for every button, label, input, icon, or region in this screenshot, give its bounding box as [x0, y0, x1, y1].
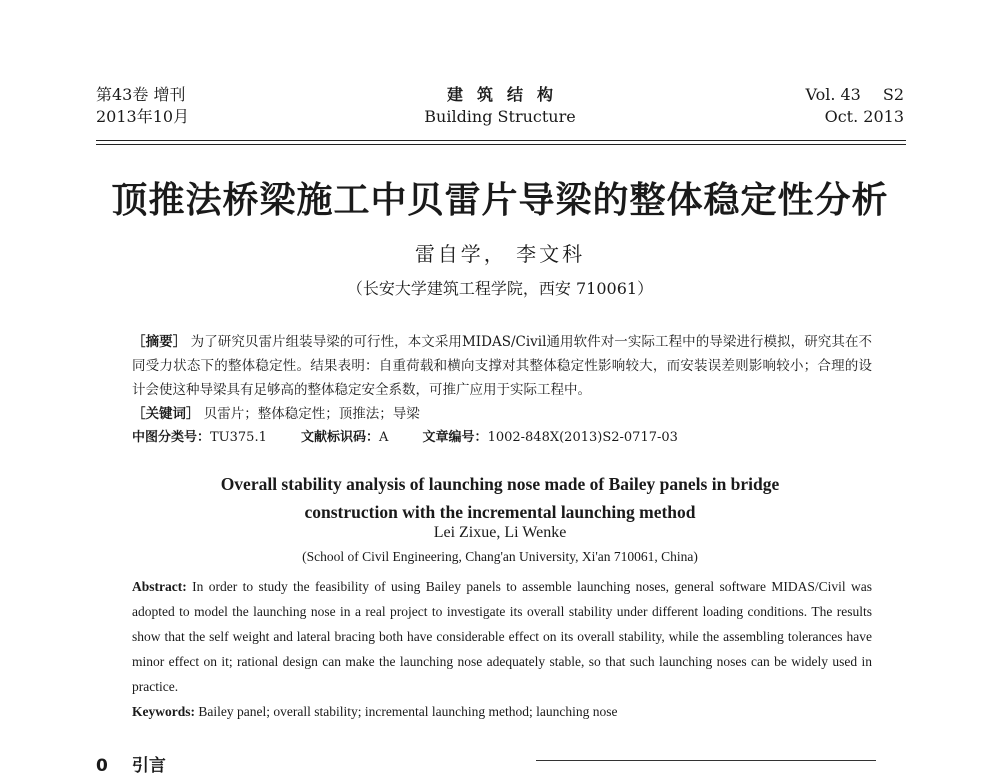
article-no-label: 文章编号：: [422, 430, 488, 445]
keywords-en-text: Bailey panel; overall stability; incremental launching method; launching nose: [198, 704, 618, 719]
journal-name-en: Building Structure: [424, 107, 576, 126]
header-vol-block: [805, 84, 904, 128]
abstract-cn-text: 为了研究贝雷片组装导梁的可行性，本文采用MIDAS/Civil通用软件对一实际工程中的导梁进行模拟，研究其在不同受力状态下的整体稳定性。结果表明：自重荷载和横向支撑对其整体稳定性影响较大，而安装误差则影响较小；合理的设计会使这种导梁具有足够高的整体稳定安全系数，可推广应用于实际工程中。: [132, 334, 873, 398]
abstract-cn: [132, 330, 872, 402]
classification-line: [132, 426, 678, 450]
header-rule-thin: [96, 144, 906, 145]
keywords-en-label: Keywords:: [132, 704, 195, 719]
section-rule: [536, 760, 876, 761]
article-title-en-line1: Overall stability analysis of launching nose made of Bailey panels in bridge: [220, 474, 780, 494]
keywords-en: [132, 700, 872, 724]
header-date-cn: 2013年10月: [96, 107, 190, 126]
abstract-en: [132, 574, 872, 699]
header-vol: Vol. 43: [805, 85, 861, 104]
keywords-cn-text: 贝雷片；整体稳定性；顶推法；导梁: [203, 406, 420, 422]
clc-label: 中图分类号：: [132, 430, 211, 445]
section-heading-intro: [96, 751, 166, 776]
article-title-cn: 顶推法桥梁施工中贝雷片导梁的整体稳定性分析: [111, 180, 889, 221]
affiliation-cn: （长安大学建筑工程学院，西安 710061）: [346, 279, 654, 298]
header-volume-issue: 第43卷 增刊: [96, 85, 186, 104]
header-date-en: Oct. 2013: [824, 107, 904, 126]
abstract-en-label: Abstract:: [132, 579, 187, 594]
affiliation-en: (School of Civil Engineering, Chang'an University, Xi'an 710061, China): [302, 549, 698, 564]
article-title-en-line2: construction with the incremental launching method: [304, 502, 696, 522]
section-number: 0: [96, 756, 108, 776]
article-title-en: [0, 470, 1000, 526]
abstract-en-text: In order to study the feasibility of using Bailey panels to assemble launching noses, general software MIDAS/Civil was adopted to model the launching nose in a real project to investigate its overall stability under different loading conditions. The results show that the self weight and lateral bracing both have considerable effect on its overall stability, while the assembling tolerances have minor effect on it; rational design can make the launching nose adequately stable, so that such launching noses can be widely used in practice.: [132, 579, 872, 694]
keywords-cn: [132, 402, 872, 426]
authors-en: Lei Zixue, Li Wenke: [433, 524, 567, 541]
authors-cn: 雷自学， 李文科: [414, 242, 586, 266]
clc-value: TU375.1: [210, 430, 267, 445]
article-no-value: 1002-848X(2013)S2-0717-03: [487, 430, 678, 445]
section-title: 引言: [131, 756, 166, 776]
doc-code-value: A: [379, 430, 389, 445]
keywords-cn-label: ［关键词］: [132, 406, 200, 422]
journal-name-cn: 建筑结构: [446, 85, 567, 104]
header-rule-thick: [96, 140, 906, 141]
abstract-cn-label: ［摘要］: [132, 334, 187, 350]
doc-code-label: 文献标识码：: [301, 430, 380, 445]
header-suppl: S2: [882, 85, 904, 104]
